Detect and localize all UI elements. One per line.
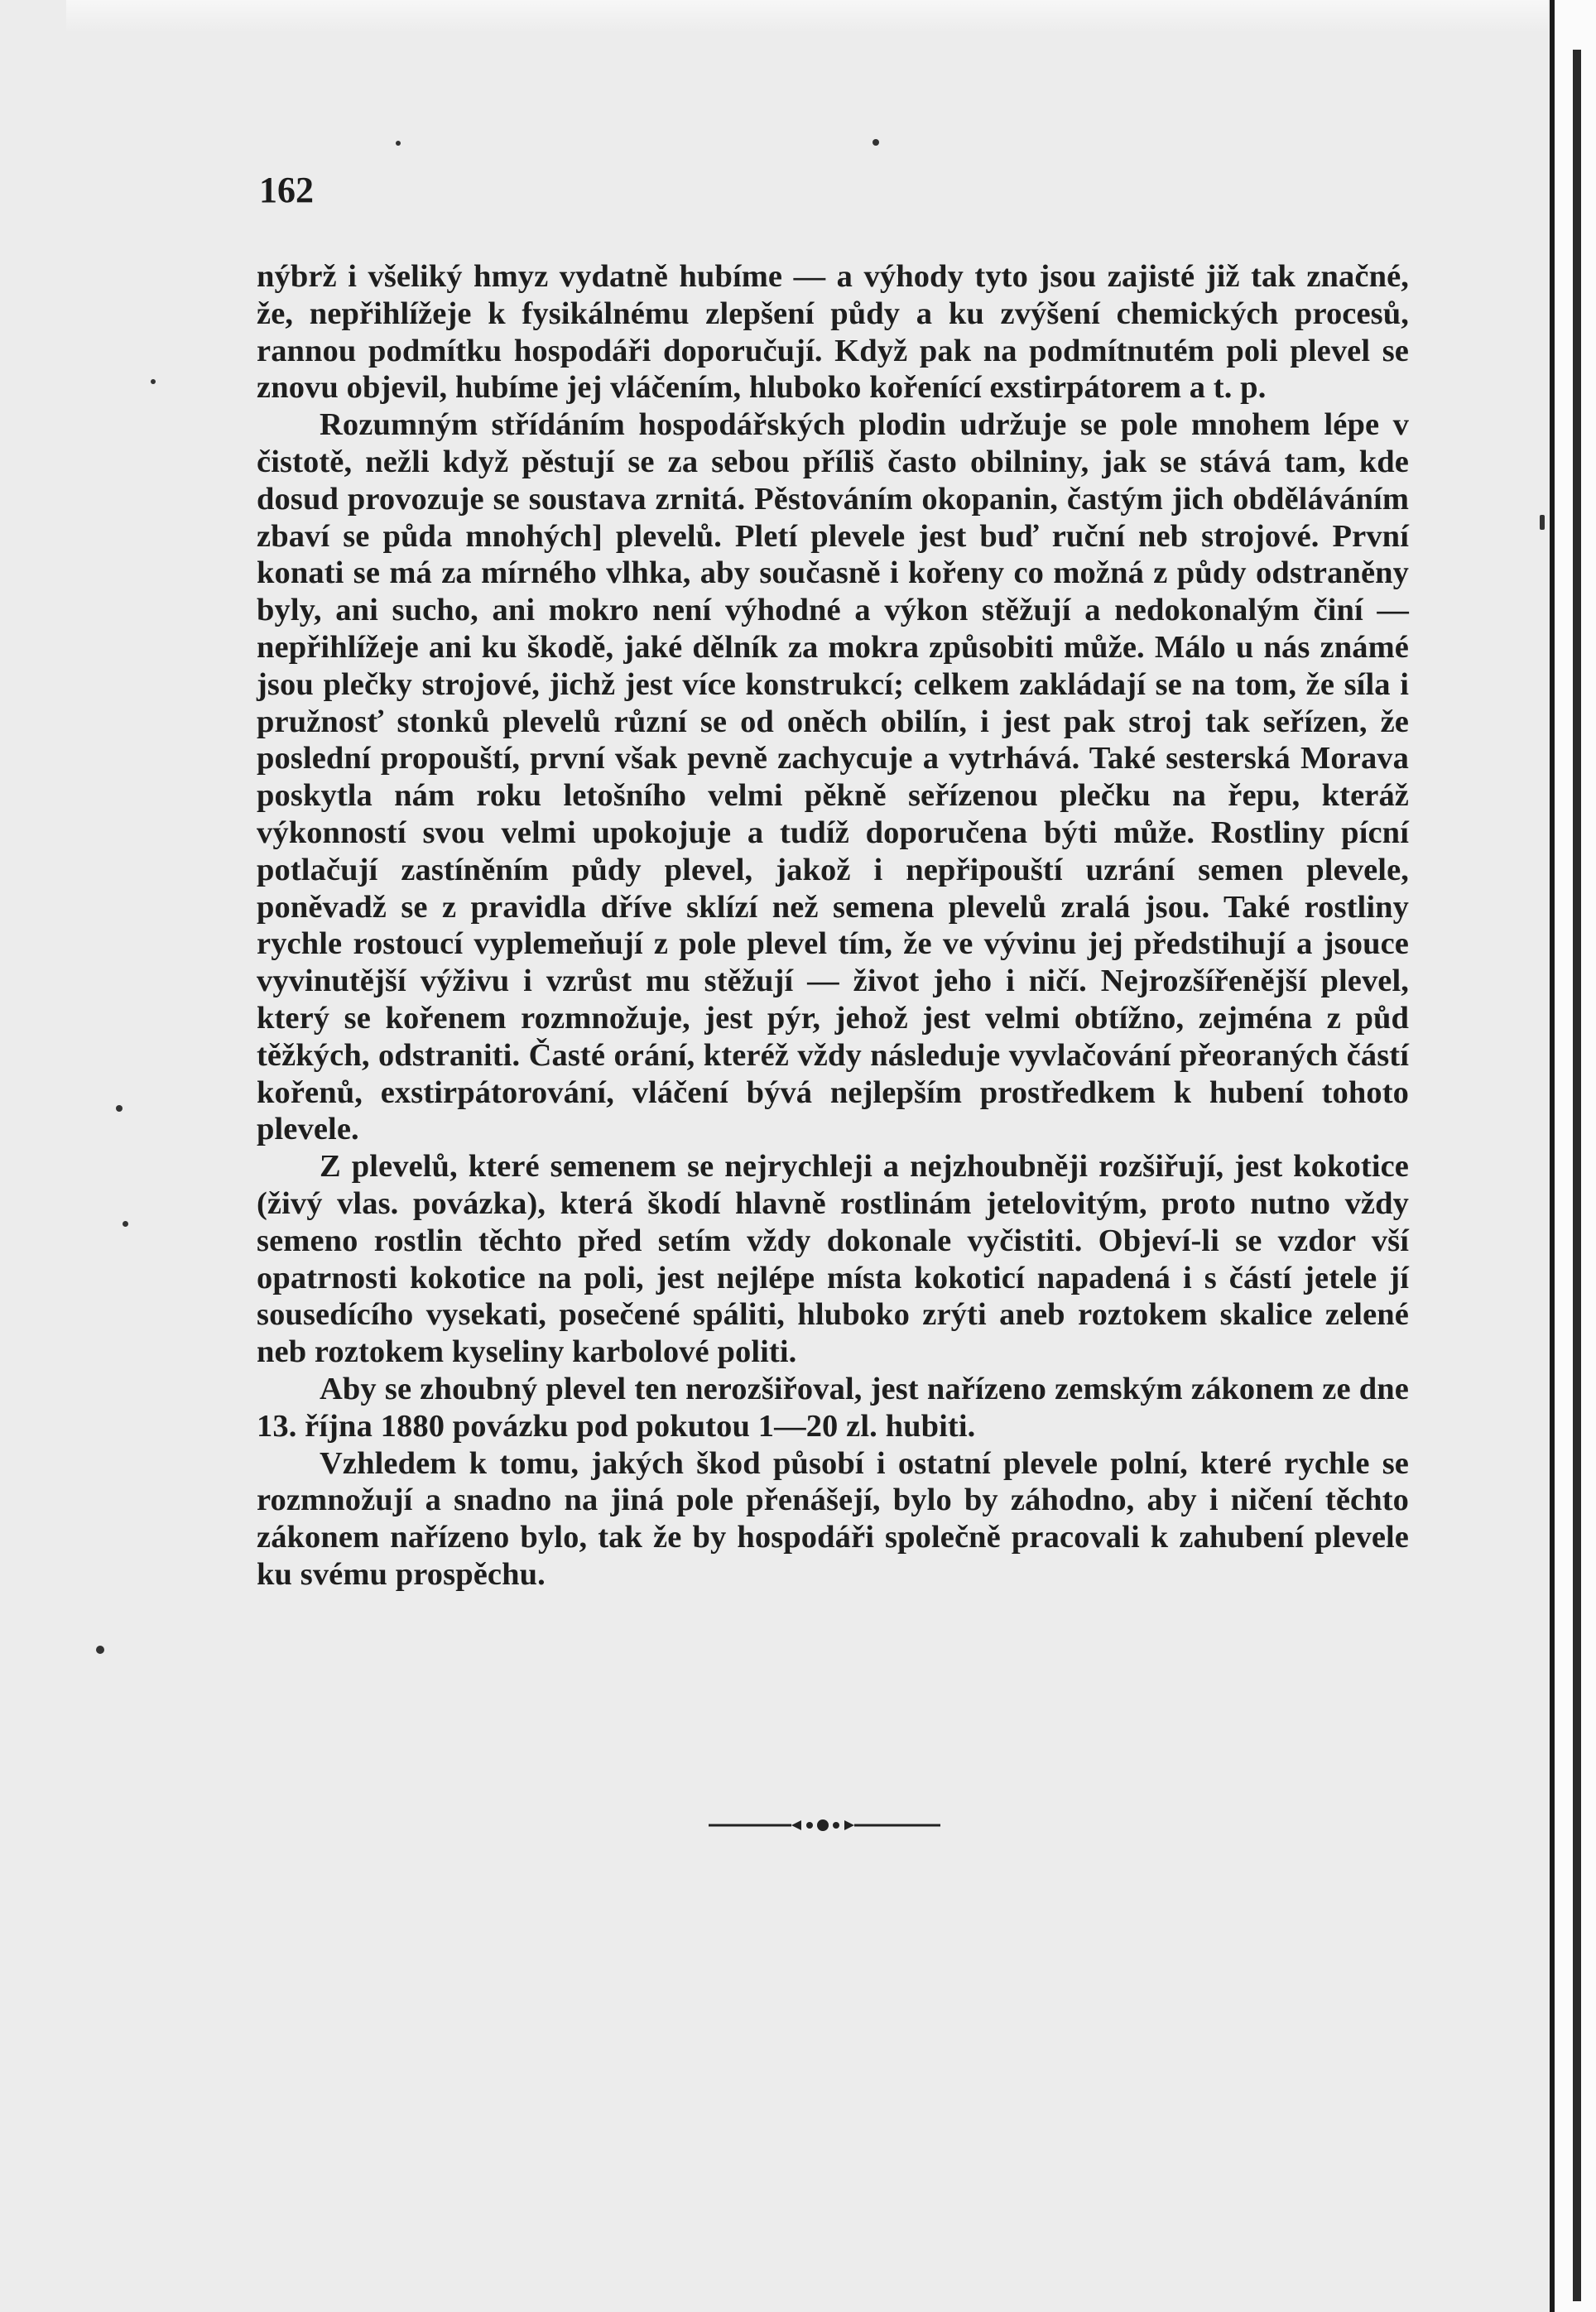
paragraph-3: Z plevelů, které semenem se nejrychleji a nejzhoubněji rozšiřují, jest kokotice (živý vlas. povázka), která škodí hlavně rostlinám jetelovitým, proto nutno vždy semeno rostlin těchto před setím vždy dokonale vyčistiti. Objeví-li se vzdor vší opatrnosti kokotice na poli, jest nejlépe místa kokoticí napadená i s částí jetele jí sousedícího vysekati, posečené spáliti, hluboko zrýti aneb roztokem skalice zelené neb roztokem kyseliny karbolové politi. xyxy=(257,1149,1409,1370)
scan-speck xyxy=(151,379,156,384)
end-ornament-icon xyxy=(709,1813,940,1838)
scan-speck xyxy=(873,139,879,146)
scan-speck xyxy=(123,1221,128,1227)
paragraph-4: Aby se zhoubný plevel ten nerozšiřoval, jest nařízeno zemským zákonem ze dne 13. října 1880 povázku pod pokutou 1—20 zl. hubiti. xyxy=(257,1371,1409,1444)
page-number: 162 xyxy=(259,170,314,210)
paragraph-5: Vzhledem k tomu, jakých škod působí i ostatní plevele polní, které rychle se rozmnožují a snadno na jiná pole přenášejí, bylo by záhodno, aby i ničení těchto zákonem nařízeno bylo, tak že by hospodáři společně pracovali k zahubení plevele ku svému prospěchu. xyxy=(257,1445,1409,1592)
paragraph-1: nýbrž i všeliký hmyz vydatně hubíme — a výhody tyto jsou zajisté již tak značné, že, nepřihlížeje k fysikálnému zlepšení půdy a ku zvýšení chemických procesů, rannou podmítku hospodáři doporučují. Když pak na podmítnutém poli plevel se znovu objevil, hubíme jej vláčením, hluboko kořenící exstirpátorem a t. p. xyxy=(257,259,1409,406)
binding-edge-line xyxy=(1573,50,1581,2301)
scan-speck xyxy=(96,1646,104,1654)
scan-speck xyxy=(1540,515,1545,530)
top-shadow xyxy=(66,0,1548,33)
paragraph-2: Rozumným střídáním hospodářských plodin udržuje se pole mnohem lépe v čistotě, nežli když pěstují se za sebou příliš často obilniny, jak se stává tam, kde dosud provozuje se soustava zrnitá. Pěstováním okopanin, častým jich obděláváním zbaví se půda mnohých] plevelů. Pletí plevele jest buď ruční neb strojové. První konati se má za mírného vlhka, aby současně i kořeny co možná z půdy odstraněny byly, ani sucho, ani mokro není výhodné a výkon stěžují a nedokonalým činí — nepřihlížeje ani ku škodě, jaké dělník za mokra způsobiti může. Málo u nás známé jsou plečky strojové, jichž jest více konstrukcí; celkem zakládají se na tom, že síla i pružnosť stonků plevelů různí se od oněch obilín, i jest pak stroj tak seřízen, že poslední propouští, první však pevně zachycuje a vytrhává. Také sesterská Morava poskytla nám roku letošního velmi pěkně seřízenou plečku na řepu, kteráž výkonností svou velmi upokojuje a tudíž doporučena býti může. Rostliny pícní potlačují zastíněním půdy plevel, jakož i nepřipouští uzrání semen plevele, poněvadž se z pravidla dříve sklízí než semena plevelů zralá jsou. Také rostliny rychle rostoucí vyplemeňují z pole plevel tím, že ve vývinu jej předstihují a jsouce vyvinutější výživu i vzrůst mu stěžují — život jeho i ničí. Nejrozšířenější plevel, který se kořenem rozmnožuje, jest pýr, jehož jest velmi obtížno, zejména z půd těžkých, odstraniti. Časté orání, kteréž vždy následuje vyvlačování přeoraných částí kořenů, exstirpátorování, vláčení bývá nejlepším prostředkem k hubení tohoto plevele. xyxy=(257,407,1409,1147)
scan-speck xyxy=(396,141,401,146)
body-text xyxy=(257,258,1409,1593)
scan-speck xyxy=(116,1105,123,1112)
